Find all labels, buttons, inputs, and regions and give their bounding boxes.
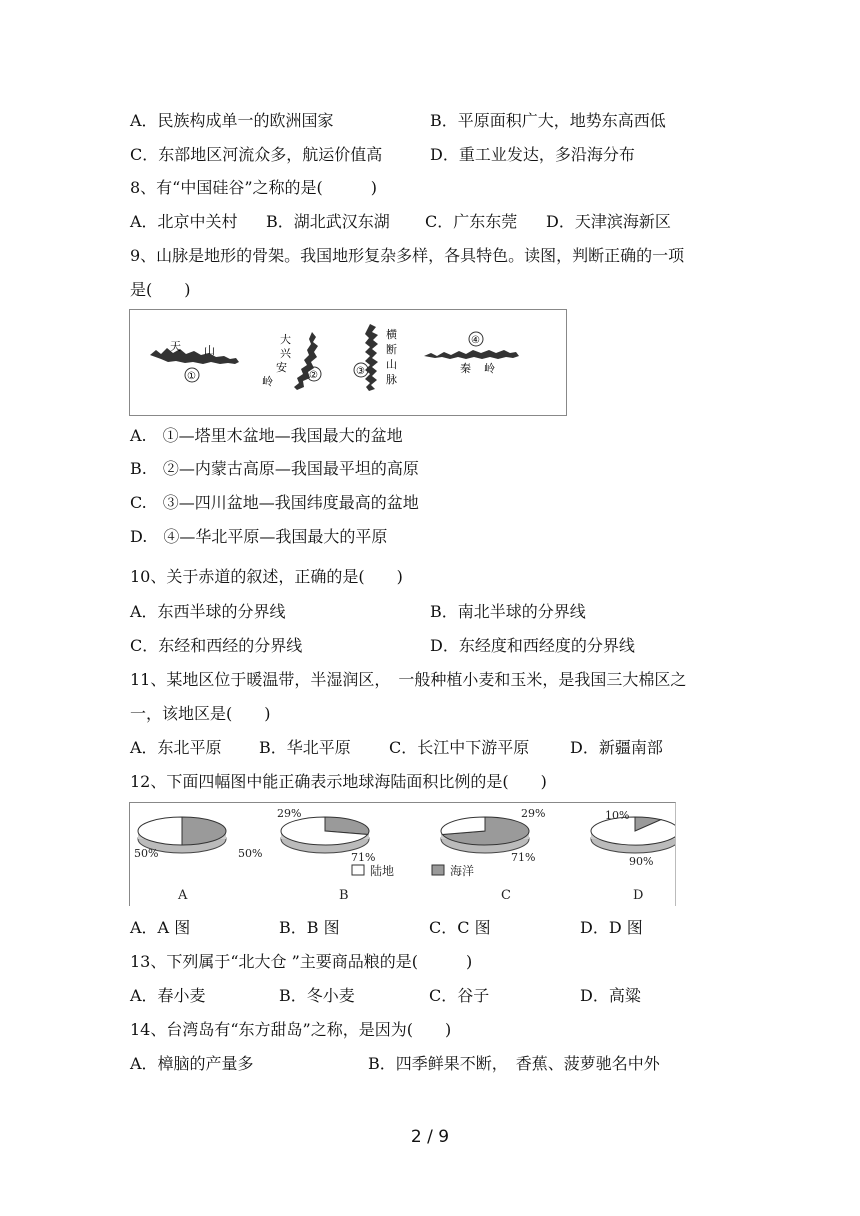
q10-option-b: B．南北半球的分界线 <box>430 602 586 621</box>
q7-option-d: D．重工业发达，多沿海分布 <box>430 145 635 164</box>
q8-stem: 8、有“中国硅谷”之称的是( ) <box>130 178 378 197</box>
mountain-daxinganling <box>262 332 321 390</box>
mountain-qinling <box>424 332 519 375</box>
mountain-tianshan <box>150 340 239 382</box>
q8-option-b: B．湖北武汉东湖 <box>266 212 390 231</box>
pie-value-label: 29% <box>521 807 546 820</box>
dxal-char-2: 兴 <box>280 347 291 360</box>
pie-value-label: 10% <box>605 809 630 822</box>
q11-option-d: D．新疆南部 <box>570 738 663 757</box>
dxal-char-3: 安 <box>276 361 287 374</box>
q10-option-a: A．东西半球的分界线 <box>130 602 286 621</box>
q9-option-c: C. ③—四川盆地—我国纬度最高的盆地 <box>130 493 419 512</box>
pie-chart-label: A <box>178 888 188 903</box>
pie-chart-b <box>277 807 375 903</box>
qinling-number: ④ <box>471 335 480 346</box>
q12-option-b: B．B 图 <box>279 918 340 937</box>
q13-option-c: C．谷子 <box>429 986 490 1005</box>
dxal-char-4: 岭 <box>262 375 273 388</box>
qinling-char-1: 秦 <box>460 362 471 375</box>
q12-option-a: A．A 图 <box>130 918 191 937</box>
q12-option-d: D．D 图 <box>580 918 643 937</box>
q7-option-b: B．平原面积广大，地势东高西低 <box>430 111 666 130</box>
q9-option-d: D. ④—华北平原—我国最大的平原 <box>130 527 388 546</box>
hengduan-char-1: 横 <box>386 328 397 341</box>
q9-option-a: A. ①—塔里木盆地—我国最大的盆地 <box>130 426 403 445</box>
mountain-figure-svg <box>130 310 566 415</box>
q12-stem: 12、下面四幅图中能正确表示地球海陆面积比例的是( ) <box>130 772 547 791</box>
legend-swatch-land <box>352 865 364 875</box>
q11-option-c: C．长江中下游平原 <box>389 738 530 757</box>
pie-chart-c <box>441 807 545 903</box>
pie-chart-d <box>591 809 675 903</box>
pie-slice-c-1 <box>441 817 485 834</box>
pie-value-label: 50% <box>238 847 263 860</box>
mountain-hengduan <box>354 324 397 391</box>
hengduan-char-4: 脉 <box>386 373 397 386</box>
q14-stem: 14、台湾岛有“东方甜岛”之称，是因为( ) <box>130 1020 452 1039</box>
q10-stem: 10、关于赤道的叙述，正确的是( ) <box>130 567 403 586</box>
q13-option-d: D．高粱 <box>580 986 641 1005</box>
q11-option-b: B．华北平原 <box>259 738 351 757</box>
q13-stem: 13、下列属于“北大仓 ”主要商品粮的是( ) <box>130 952 473 971</box>
hengduan-char-2: 断 <box>386 343 397 356</box>
q12-option-c: C．C 图 <box>429 918 491 937</box>
q11-stem-line2: 一，该地区是( ) <box>130 704 271 723</box>
q11-stem-line1: 11、某地区位于暖温带，半湿润区， 一般种植小麦和玉米，是我国三大棉区之 <box>130 670 687 689</box>
q7-option-c: C．东部地区河流众多，航运价值高 <box>130 145 383 164</box>
pie-chart-a <box>134 817 262 903</box>
q12-pie-figure <box>129 802 676 906</box>
pie-chart-label: D <box>633 888 644 903</box>
q8-option-a: A．北京中关村 <box>130 212 238 231</box>
qinling-char-2: 岭 <box>484 362 495 375</box>
q10-option-d: D．东经度和西经度的分界线 <box>430 636 635 655</box>
q13-option-b: B．冬小麦 <box>279 986 355 1005</box>
pie-figure-svg <box>130 803 675 906</box>
q9-option-b: B. ②—内蒙古高原—我国最平坦的高原 <box>130 459 419 478</box>
tianshan-number: ① <box>187 371 196 382</box>
hengduan-char-3: 山 <box>386 358 397 371</box>
dxal-number: ② <box>309 370 318 381</box>
hengduan-number: ③ <box>356 366 365 377</box>
tianshan-char-1: 天 <box>170 340 181 353</box>
pie-chart-label: C <box>501 888 511 903</box>
tianshan-char-2: 山 <box>204 344 215 357</box>
pie-value-label: 90% <box>629 855 654 868</box>
dxal-char-1: 大 <box>280 333 291 346</box>
q10-option-c: C．东经和西经的分界线 <box>130 636 303 655</box>
legend-label-ocean: 海洋 <box>450 864 475 878</box>
q11-option-a: A．东北平原 <box>130 738 222 757</box>
q8-option-c: C．广东东莞 <box>425 212 518 231</box>
legend-swatch-ocean <box>432 865 444 875</box>
q14-option-b: B．四季鲜果不断， 香蕉、菠萝驰名中外 <box>368 1054 660 1073</box>
legend-label-land: 陆地 <box>370 864 395 878</box>
q9-stem-line1: 9、山脉是地形的骨架。我国地形复杂多样，各具特色。读图，判断正确的一项 <box>130 246 685 265</box>
pie-value-label: 29% <box>277 807 302 820</box>
pie-chart-label: B <box>339 888 349 903</box>
q7-option-a: A．民族构成单一的欧洲国家 <box>130 111 334 130</box>
q9-mountain-figure <box>129 309 567 416</box>
q13-option-a: A．春小麦 <box>130 986 206 1005</box>
q14-option-a: A．樟脑的产量多 <box>130 1054 254 1073</box>
pie-value-label: 71% <box>511 851 536 864</box>
page-number: 2 / 9 <box>410 1127 450 1147</box>
pie-slice-d-1 <box>591 817 675 845</box>
q8-option-d: D．天津滨海新区 <box>546 212 671 231</box>
pie-legend <box>352 863 474 878</box>
pie-value-label: 50% <box>134 847 159 860</box>
q9-stem-line2: 是( ) <box>130 280 191 299</box>
pie-value-label: 71% <box>351 851 376 864</box>
